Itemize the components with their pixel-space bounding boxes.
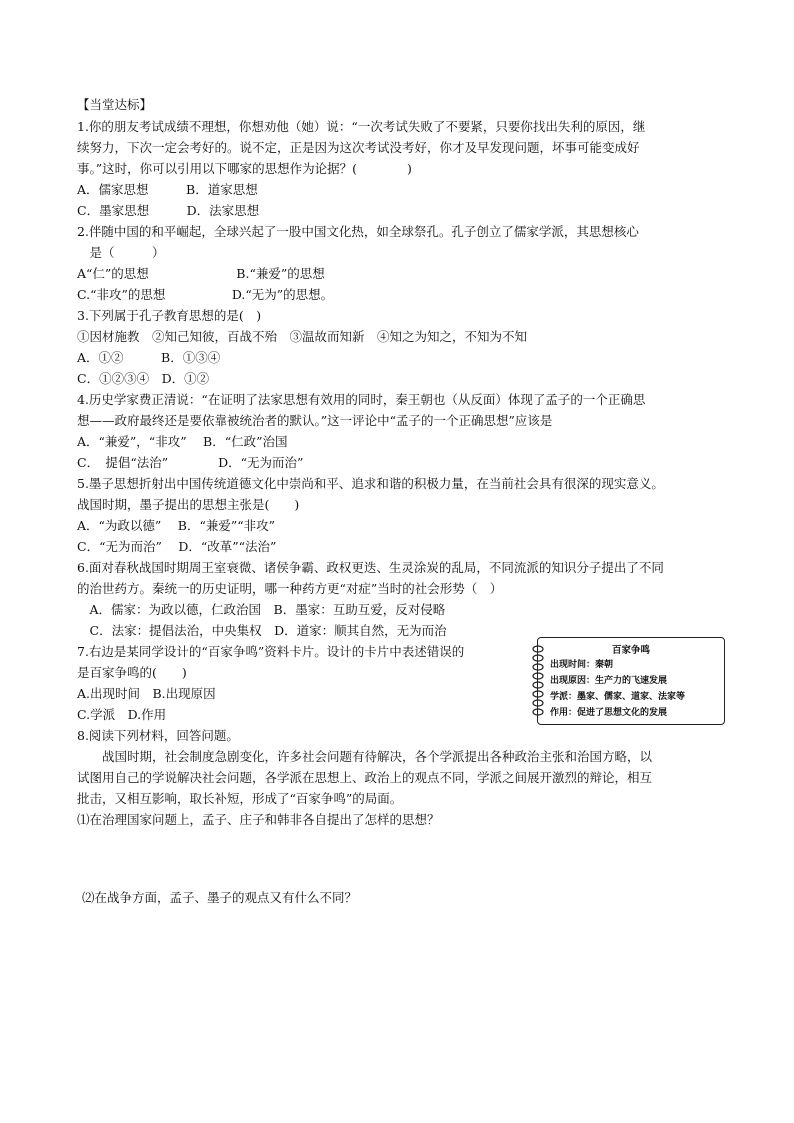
q8-passage-line-3: 批击，又相互影响，取长补短，形成了“百家争鸣”的局面。	[77, 791, 403, 806]
q4-line-2: 想——政府最终还是要依靠被统治者的默认。”这一评论中“孟子的一个正确思想”应该是	[77, 413, 553, 428]
q2-line-2: 是（ ）	[77, 245, 165, 260]
q1-options-1: A．儒家思想 B．道家思想	[77, 182, 258, 197]
card-row-reason: 出现原因：生产力的飞速发展	[550, 676, 668, 686]
card-row-schools: 学派：墨家、儒家、道家、法家等	[550, 692, 686, 702]
q7-line-2: 是百家争鸣的( )	[77, 665, 187, 680]
section-title: 【当堂达标】	[77, 97, 153, 112]
q8-passage-line-1: 战国时期，社会制度急剧变化，许多社会问题有待解决，各个学派提出各种政治主张和治国方略，以	[77, 749, 653, 764]
q2-line-1: 2.伴随中国的和平崛起，全球兴起了一股中国文化热，如全球祭孔。孔子创立了儒家学派，其思想核心	[77, 224, 639, 239]
q4-options-2: C． 提倡“法治” D．“无为而治”	[77, 455, 304, 470]
q5-options-2: C．“无为而治” D．“改革”“法治”	[77, 539, 277, 554]
q6-options-1: A．儒家：为政以德，仁政治国 B．墨家：互助互爱，反对侵略	[77, 602, 446, 617]
q5-options-1: A．“为政以德” B．“兼爱”“非攻”	[77, 518, 276, 533]
card-title: 百家争鸣	[611, 645, 650, 656]
q6-line-2: 的治世药方。秦统一的历史证明，哪一种药方更“对症”当时的社会形势（ ）	[77, 581, 503, 596]
q3-line-1: 3.下列属于孔子教育思想的是( )	[77, 308, 262, 323]
q1-line-3: 事。”这时，你可以引用以下哪家的思想作为论据？( )	[77, 161, 412, 176]
q8-title: 8.阅读下列材料，回答问题。	[77, 728, 239, 743]
q7-options-2: C.学派 D.作用	[77, 707, 167, 722]
q6-line-1: 6.面对春秋战国时期周王室衰微、诸侯争霸、政权更迭、生灵涂炭的乱局，不同流派的知识分子提出了不同	[77, 560, 664, 575]
q1-line-1: 1.你的朋友考试成绩不理想，你想劝他（她）说：“一次考试失败了不要紧，只要你找出失利的原因，继	[77, 119, 646, 134]
q7-line-1: 7.右边是某同学设计的“百家争鸣”资料卡片。设计的卡片中表述错误的	[77, 644, 465, 659]
q5-line-2: 战国时期，墨子提出的思想主张是( )	[77, 497, 300, 512]
q4-line-1: 4.历史学家费正清说：“在证明了法家思想有效用的同时，秦王朝也（从反面）体现了孟子的一个正确思	[77, 392, 646, 407]
q8-passage-line-2: 试图用自己的学说解决社会问题，各学派在思想上、政治上的观点不同，学派之间展开激烈的辩论，相互	[77, 770, 653, 785]
card-row-effect: 作用：促进了思想文化的发展	[550, 708, 668, 718]
q8-subquestion-2: ⑵在战争方面，孟子、墨子的观点又有什么不同？	[82, 890, 358, 905]
card-row-time: 出现时间：秦朝	[550, 660, 614, 670]
q8-subquestion-1: ⑴在治理国家问题上，孟子、庄子和韩非各自提出了怎样的思想？	[77, 812, 440, 827]
q7-options-1: A.出现时间 B.出现原因	[77, 686, 216, 701]
q2-options-1: A“仁”的思想 B.“兼爱”的思想	[77, 266, 325, 281]
q1-options-2: C．墨家思想 D．法家思想	[77, 203, 260, 218]
resource-card	[537, 637, 725, 725]
q4-options-1: A．“兼爱”，“非攻” B．“仁政”治国	[77, 434, 288, 449]
q3-line-2: ①因材施教 ②知己知彼，百战不殆 ③温故而知新 ④知之为知之，不知为不知	[77, 329, 528, 344]
q3-options-1: A．①② B．①③④	[77, 350, 221, 365]
q6-options-2: C．法家：提倡法治，中央集权 D．道家：顺其自然，无为而治	[77, 623, 447, 638]
q5-line-1: 5.墨子思想折射出中国传统道德文化中崇尚和平、追求和谐的积极力量，在当前社会具有很深的现实意义。	[77, 476, 664, 491]
q2-options-2: C.“非攻”的思想 D.“无为”的思想。	[77, 287, 334, 302]
q3-options-2: C．①②③④ D．①②	[77, 371, 210, 386]
q1-line-2: 续努力，下次一定会考好的。说不定，正是因为这次考试没考好，你才及早发现问题，坏事可能变成好	[77, 140, 640, 155]
